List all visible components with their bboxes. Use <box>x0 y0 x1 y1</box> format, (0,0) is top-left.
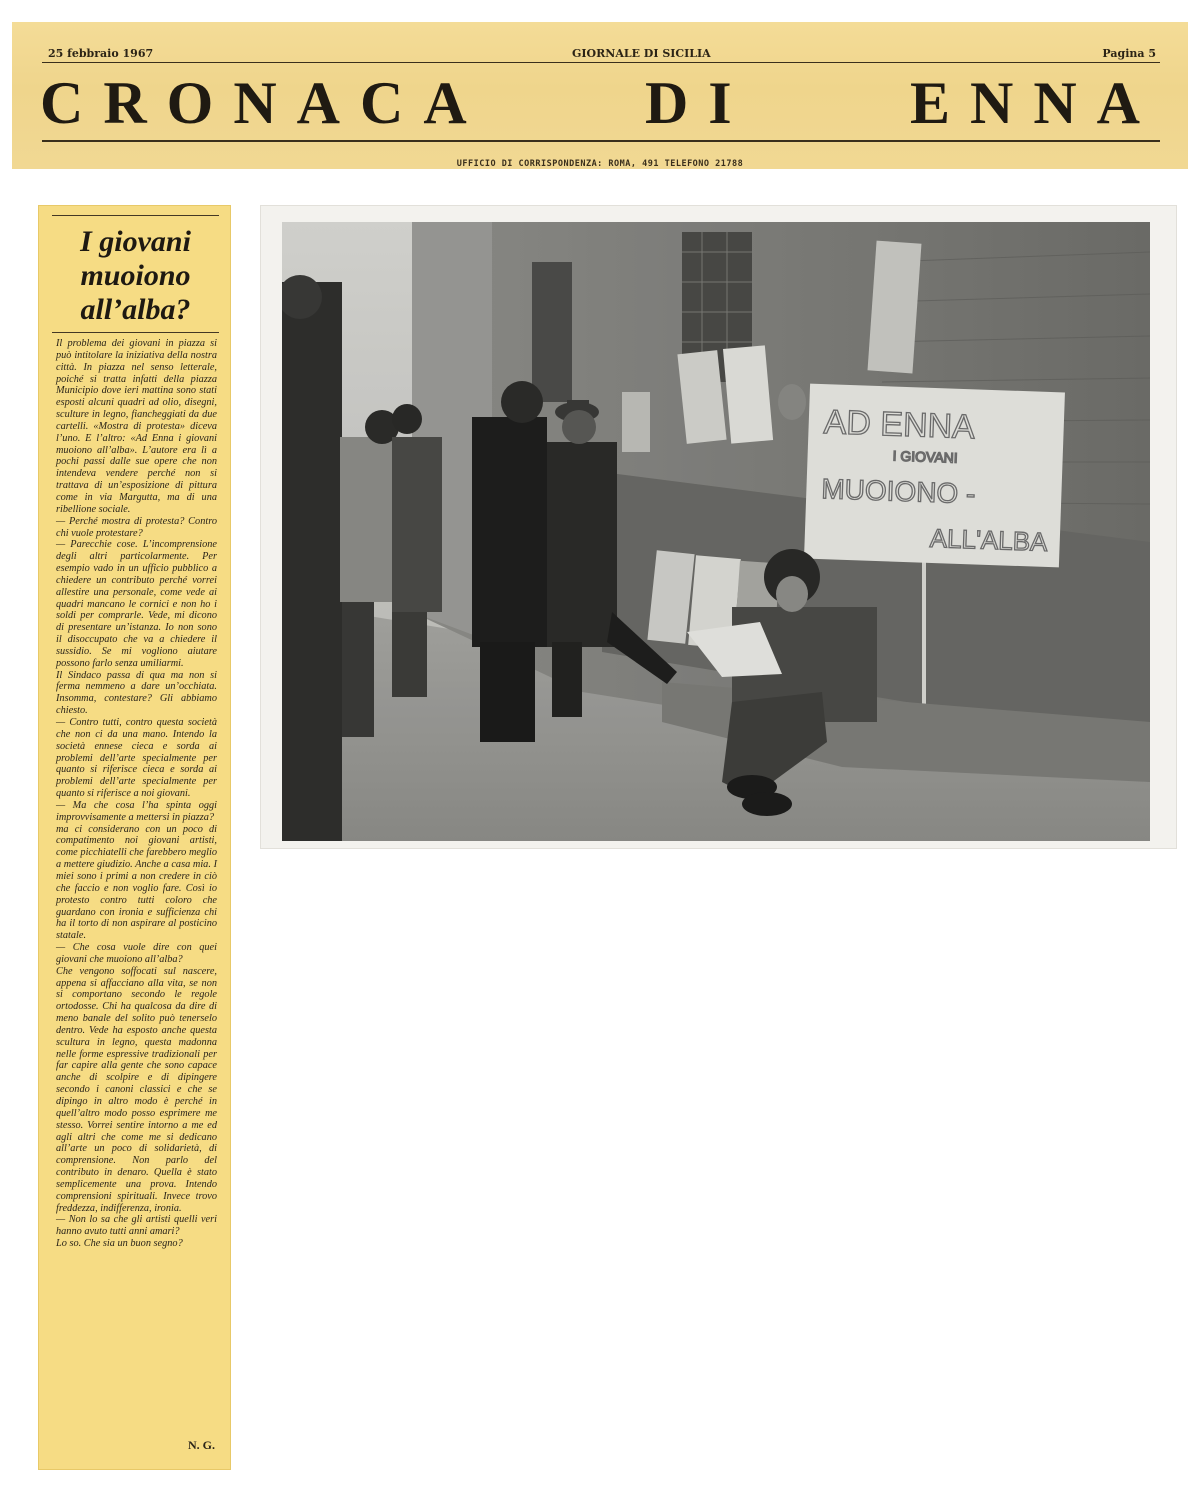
masthead-section-title <box>40 70 1160 136</box>
masthead-title-word-3: ENNA <box>909 69 1160 136</box>
masthead-date: 25 febbraio 1967 <box>48 47 154 60</box>
sign-line-2: I GIOVANI <box>892 447 958 466</box>
masthead-page-number: Pagina 5 <box>1102 47 1156 60</box>
masthead-address: UFFICIO DI CORRISPONDENZA: ROMA, 491 TELEFONO 21788 <box>456 159 744 169</box>
clipping-top-rule <box>52 215 219 216</box>
article-clipping <box>38 205 231 1470</box>
masthead-title-word-1: CRONACA <box>40 69 487 136</box>
masthead-paper-name: GIORNALE DI SICILIA <box>572 47 711 60</box>
sign-line-1: AD ENNA <box>823 403 976 447</box>
sign-line-4: ALL'ALBA <box>929 522 1048 557</box>
article-headline: I giovani muoiono all’alba? <box>80 225 191 326</box>
street-protest-photo <box>282 222 1150 841</box>
article-signature: N. G. <box>188 1438 215 1452</box>
photo-print <box>261 206 1176 848</box>
masthead-title-word-2: DI <box>644 69 752 136</box>
masthead-top-rule <box>42 62 1160 63</box>
sign-line-3: MUOIONO - <box>820 473 976 510</box>
article-body: Il problema dei giovani in piazza si può intitolare la iniziativa della nostra città. In piazza nel senso letterale, poiché si tratta infatti della piazza Municipio dove ieri mattina sono stati esposti alcuni quadri ad olio, disegni, sculture in legno, fiancheggiati da due cartelli. «Mostra di protesta» diceva l’uno. E l’altro: «Ad Enna i giovani muoiono all’alba». L’autore era lì a pochi passi dalle sue opere che non intendeva vendere perché non si trattava di un’esposizione di pittura come in via Margutta, ma di una ribellione sociale. — Perché mostra di protesta? Contro chi vuole protestare? — Parecchie cose. L’incomprensione degli altri particolarmente. Per esempio vado in un ufficio pubblico a chiedere un contributo perché vorrei allestire una personale, come vede ai quadri mancano le cornici e non ho i soldi per comprarle. Vede, mi dicono di presentare un’istanza. Io non sono il disoccupato che va a chiedere il sussidio. Se mi vogliono aiutare possono farlo senza umiliarmi. Il Sindaco passa di qua ma non si ferma nemmeno a dare un’occhiata. Insomma, contestare? Gli abbiamo chiesto. — Contro tutti, contro questa società che non ci da una mano. Intendo la società ennese cieca e sorda ai problemi dell’arte specialmente per quanto si riferisce cieca e sorda ai problemi dell’arte specialmente per quanto si riferisce a noi giovani. — Ma che cosa l’ha spinta oggi improvvisamente a mettersi in piazza? ma ci considerano con un poco di compatimento noi giovani artisti, come picchiatelli che farebbero meglio a mettere giudizio. Anche a casa mia. I miei sono i primi a non credere in ciò che faccio e non voglio fare. Così io protesto contro tutti coloro che guardano con ironia e sufficienza chi ha il torto di non aspirare al posticino statale. — Che cosa vuole dire con quei giovani che muoiono all’alba? Che vengono soffocati sul nascere, appena si affacciano alla vita, se non si comportano secondo le regole ortodosse. Chi ha qualcosa da dire di meno banale del solito può tenerselo dentro. Vede ha esposto anche questa scultura in legno, questa madonna nelle forme espressive tradizionali per far capire alla gente che sono capace anche di scolpire e di dipingere secondo i canoni classici e che se dipingo in altro modo è perché in quell’altro modo posso esprimere me stesso. Vorrei sentire intorno a me ed agli altri che come me si dedicano all’arte un poco di solidarietà, di comprensione. Non parlo del contributo in denaro. Quella è stato semplicemente una prova. Intendo comprensioni spirituali. Invece trovo freddezza, indifferenza, ironia. — Non lo sa che gli artisti quelli veri hanno avuto tutti anni amari? Lo so. Che sia un buon segno? <box>56 338 217 1250</box>
clipping-headline-rule <box>52 332 219 333</box>
masthead-bottom-rule <box>42 140 1160 142</box>
newspaper-masthead <box>12 22 1188 169</box>
photo-illustration <box>282 222 1150 841</box>
